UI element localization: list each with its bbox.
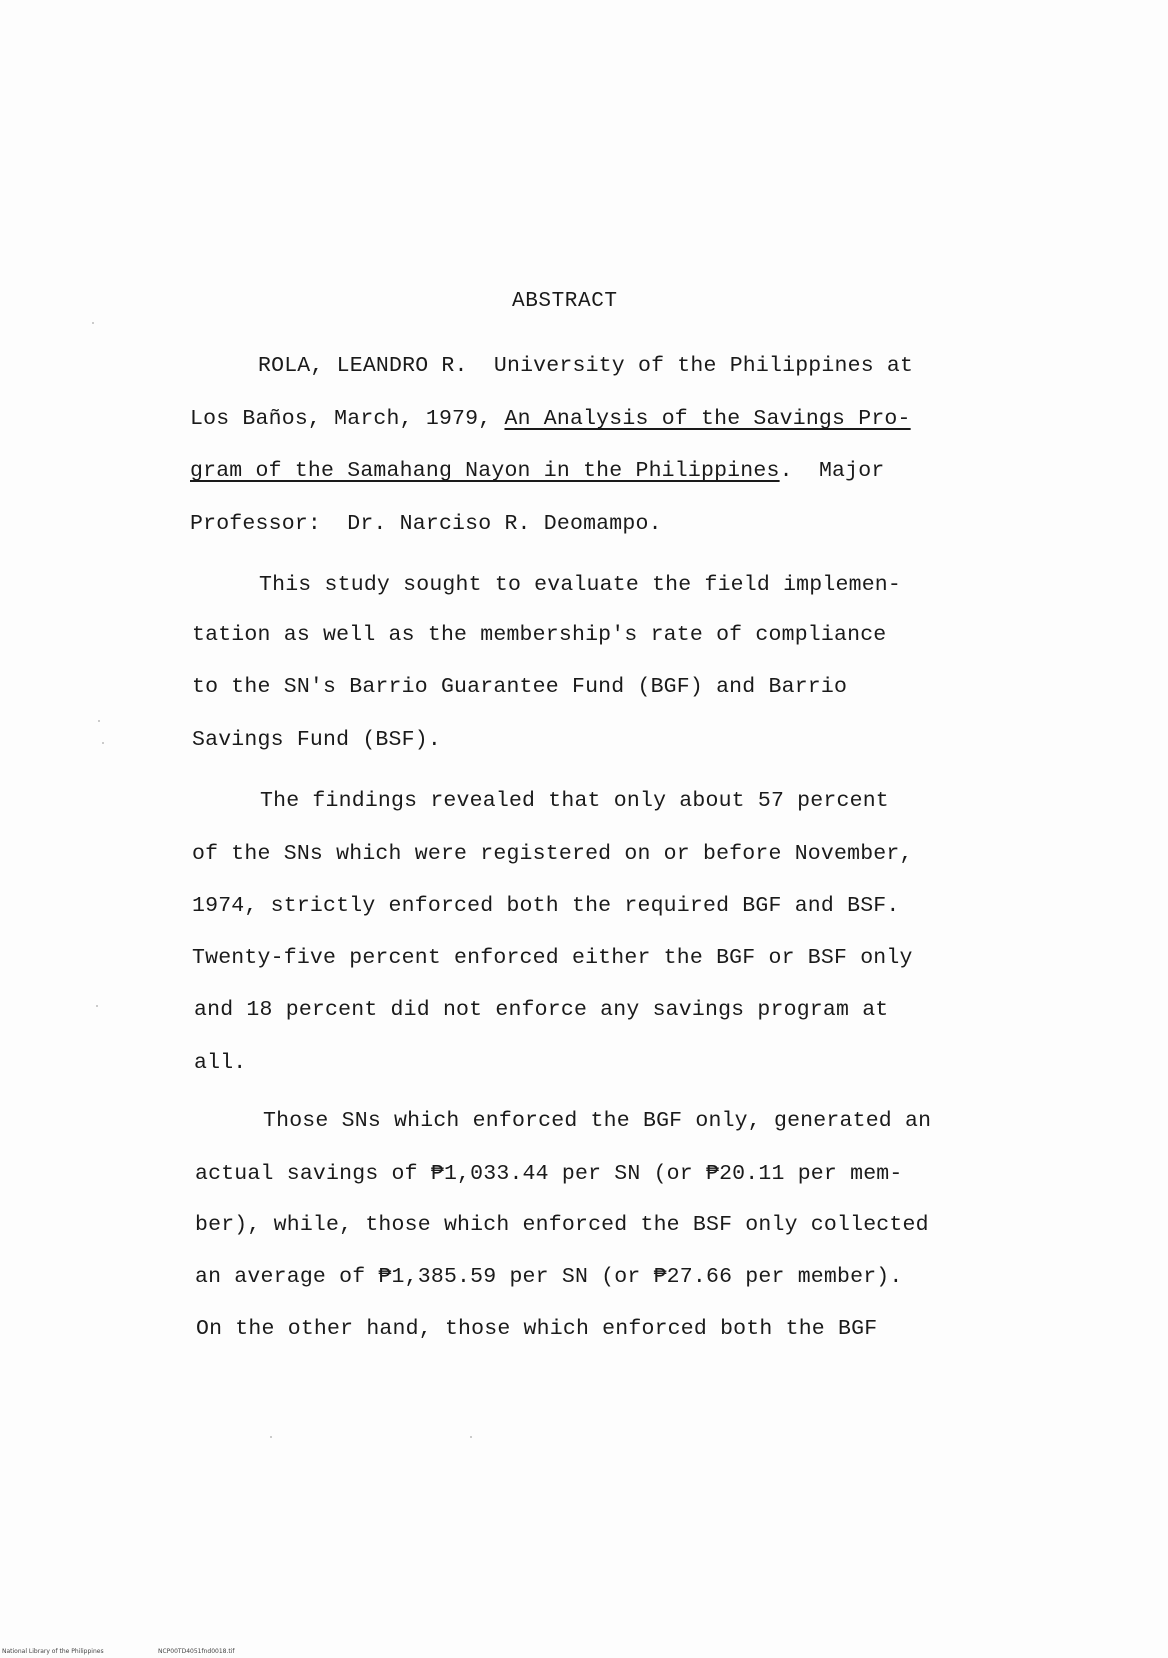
paragraph-1-line-1: This study sought to evaluate the field implemen-: [259, 573, 902, 597]
scan-speck: [96, 1005, 98, 1007]
scan-speck: [98, 720, 100, 722]
paragraph-2-line-1: The findings revealed that only about 57 percent: [260, 789, 889, 813]
scan-speck: [270, 1436, 272, 1438]
paragraph-2-line-5: and 18 percent did not enforce any savings program at: [194, 998, 889, 1022]
institution-text: University of the Philippines at: [493, 354, 914, 378]
thesis-title-part-1: An Analysis of the Savings Pro-: [504, 407, 911, 431]
paragraph-1-line-2: tation as well as the membership's rate of compliance: [192, 623, 887, 647]
citation-line-1: [258, 352, 913, 380]
thesis-title-part-2: gram of the Samahang Nayon in the Philippines: [190, 459, 780, 483]
paragraph-2-line-6: all.: [194, 1051, 247, 1075]
scan-speck: [92, 322, 94, 324]
paragraph-1-line-3: to the SN's Barrio Guarantee Fund (BGF) and Barrio: [192, 675, 848, 699]
thesis-title-end: .: [779, 459, 793, 483]
paragraph-2-line-3: 1974, strictly enforced both the required BGF and BSF.: [192, 894, 900, 918]
professor-line: Professor: Dr. Narciso R. Deomampo.: [190, 512, 662, 536]
institution-date: Los Baños, March, 1979,: [190, 407, 492, 431]
paragraph-2-line-4: Twenty-five percent enforced either the BGF or BSF only: [192, 946, 913, 970]
paragraph-2-line-2: of the SNs which were registered on or before November,: [192, 842, 913, 866]
citation-line-3: [190, 457, 884, 485]
major-label: Major: [818, 459, 885, 483]
citation-line-2: [190, 405, 911, 433]
paragraph-1-line-4: Savings Fund (BSF).: [192, 728, 441, 752]
paragraph-3-line-2: actual savings of ₱1,033.44 per SN (or ₱20.11 per mem-: [195, 1162, 903, 1186]
scan-footer-right: NCP00TD4051fnd0018.tif: [158, 1648, 235, 1655]
author-name: ROLA, LEANDRO R.: [258, 354, 468, 378]
scan-speck: [102, 742, 104, 744]
scan-speck: [470, 1436, 472, 1438]
scan-footer-left: National Library of the Philippines: [2, 1648, 104, 1655]
paragraph-3-line-1: Those SNs which enforced the BGF only, generated an: [263, 1109, 932, 1133]
paragraph-3-line-4: an average of ₱1,385.59 per SN (or ₱27.66 per member).: [195, 1265, 903, 1289]
paragraph-3-line-5: On the other hand, those which enforced both the BGF: [196, 1317, 878, 1341]
paragraph-3-line-3: ber), while, those which enforced the BSF only collected: [195, 1213, 929, 1237]
abstract-heading: ABSTRACT: [512, 290, 618, 313]
